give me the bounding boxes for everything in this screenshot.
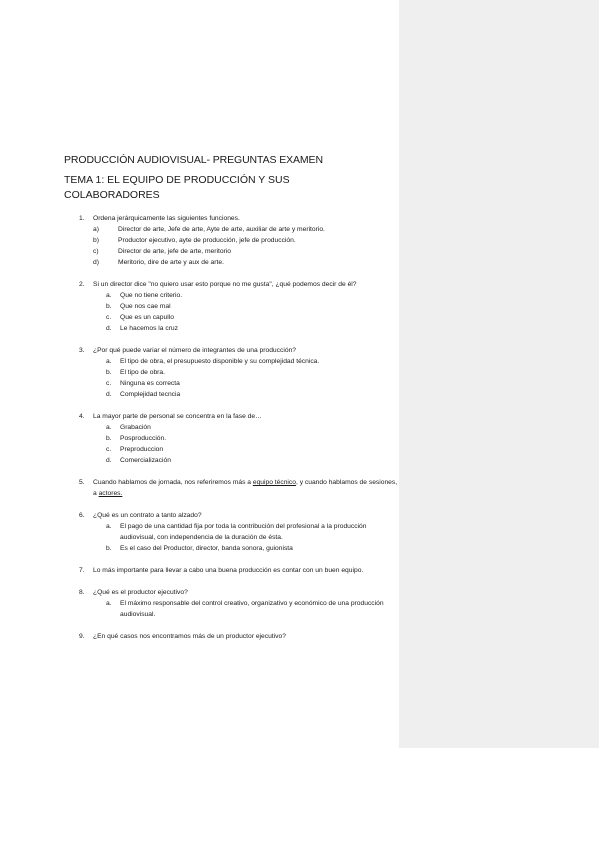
option-item <box>93 290 398 301</box>
question-number: 9. <box>79 633 85 640</box>
option-item <box>93 301 398 312</box>
option-label: a) <box>93 226 99 233</box>
option-item <box>93 543 398 554</box>
option-item <box>93 598 398 620</box>
option-text: Complejidad tecncia <box>120 391 181 398</box>
document-page <box>64 154 398 653</box>
question-text <box>93 477 398 499</box>
question-text: Ordena jerárquicamente las siguientes funciones. <box>93 215 240 222</box>
question-number: 5. <box>79 479 85 486</box>
question-number: 6. <box>79 512 85 519</box>
question-list <box>64 213 398 642</box>
question-5 <box>64 477 398 499</box>
option-list <box>93 422 398 466</box>
option-text: Que no tiene criterio. <box>120 292 183 299</box>
option-label: c. <box>106 380 112 387</box>
option-label: d) <box>93 259 99 266</box>
question-text: ¿Por qué puede variar el número de integrantes de una producción? <box>93 347 296 354</box>
option-text: Preproduccion <box>120 446 164 453</box>
option-item <box>93 378 398 389</box>
option-item <box>93 257 398 268</box>
option-item <box>93 356 398 367</box>
option-text: Le hacemos la cruz <box>120 325 178 332</box>
option-item <box>93 389 398 400</box>
option-label: d. <box>106 457 112 464</box>
option-label: a. <box>106 424 112 431</box>
option-list <box>93 598 398 620</box>
option-label: b. <box>106 545 112 552</box>
option-item <box>93 224 398 235</box>
question-text: ¿Qué es un contrato a tanto alzado? <box>93 512 202 519</box>
option-item <box>93 444 398 455</box>
option-item <box>93 521 398 543</box>
question-text-part: Cuando hablamos de jornada, nos referiremos más a <box>93 479 253 486</box>
option-text: Grabación <box>120 424 151 431</box>
question-number: 4. <box>79 413 85 420</box>
option-item <box>93 235 398 246</box>
document-title: PRODUCCIÓN AUDIOVISUAL- PREGUNTAS EXAMEN <box>64 154 323 166</box>
option-text: El pago de una cantidad fija por toda la contribución del profesional a la producción audiovisual, con independencia de la duración de ésta. <box>120 523 367 541</box>
option-list <box>93 290 398 334</box>
question-3 <box>64 345 398 400</box>
option-text: Que es un capullo <box>120 314 174 321</box>
option-list <box>93 521 398 554</box>
option-text: Ninguna es correcta <box>120 380 180 387</box>
question-4 <box>64 411 398 466</box>
option-list <box>93 356 398 400</box>
option-text: El tipo de obra, el presupuesto disponible y su complejidad técnica. <box>120 358 320 365</box>
option-label: b. <box>106 369 112 376</box>
option-label: a. <box>106 292 112 299</box>
option-list <box>93 224 398 268</box>
option-text: Meritorio, dire de arte y aux de arte. <box>118 259 224 266</box>
question-1 <box>64 213 398 268</box>
option-label: d. <box>106 325 112 332</box>
option-text: Que nos cae mal <box>120 303 171 310</box>
question-number: 7. <box>79 567 85 574</box>
underlined-term: equipo técnico <box>252 479 296 486</box>
option-text: Productor ejecutivo, ayte de producción, jefe de producción. <box>118 237 296 244</box>
question-text: Lo más importante para llevar a cabo una buena producción es contar con un buen equipo. <box>93 567 364 574</box>
question-text: Si un director dice "no quiero usar esto porque no me gusta", ¿qué podemos decir de él? <box>93 281 357 288</box>
question-6 <box>64 510 398 554</box>
question-number: 8. <box>79 589 85 596</box>
option-label: c. <box>106 314 112 321</box>
option-item <box>93 433 398 444</box>
question-text: ¿En qué casos nos encontramos más de un productor ejecutivo? <box>93 633 286 640</box>
option-label: d. <box>106 391 112 398</box>
option-item <box>93 312 398 323</box>
option-text: El máximo responsable del control creativo, organizativo y económico de una producción audiovisual. <box>120 600 384 618</box>
question-7 <box>64 565 398 576</box>
comment-pane <box>399 0 599 748</box>
option-item <box>93 367 398 378</box>
question-number: 2. <box>79 281 85 288</box>
option-label: b) <box>93 237 99 244</box>
option-item <box>93 246 398 257</box>
question-text-part: , y cuando hablamos de sesiones, a <box>93 479 398 497</box>
option-text: Director de arte, Jefe de arte, Ayte de arte, auxiliar de arte y meritorio. <box>118 226 325 233</box>
option-item <box>93 323 398 334</box>
option-item <box>93 455 398 466</box>
option-label: c. <box>106 446 112 453</box>
question-text: ¿Qué es el productor ejecutivo? <box>93 589 188 596</box>
option-text: Director de arte, jefe de arte, meritorio <box>118 248 231 255</box>
option-text: El tipo de obra. <box>120 369 165 376</box>
option-text: Posproducción. <box>120 435 167 442</box>
option-label: b. <box>106 303 112 310</box>
question-2 <box>64 279 398 334</box>
option-item <box>93 422 398 433</box>
option-text: Comercialización <box>120 457 171 464</box>
question-9 <box>64 631 398 642</box>
option-text: Es el caso del Productor, director, banda sonora, guionista <box>120 545 293 552</box>
section-title: TEMA 1: EL EQUIPO DE PRODUCCIÓN Y SUS COLABORADORES <box>64 174 290 201</box>
question-text: La mayor parte de personal se concentra en la fase de… <box>93 413 262 420</box>
underlined-term: actores. <box>98 490 123 497</box>
option-label: a. <box>106 358 112 365</box>
question-number: 1. <box>79 215 85 222</box>
question-8 <box>64 587 398 620</box>
question-number: 3. <box>79 347 85 354</box>
option-label: b. <box>106 435 112 442</box>
option-label: a. <box>106 600 112 607</box>
option-label: c) <box>93 248 99 255</box>
option-label: a. <box>106 523 112 530</box>
